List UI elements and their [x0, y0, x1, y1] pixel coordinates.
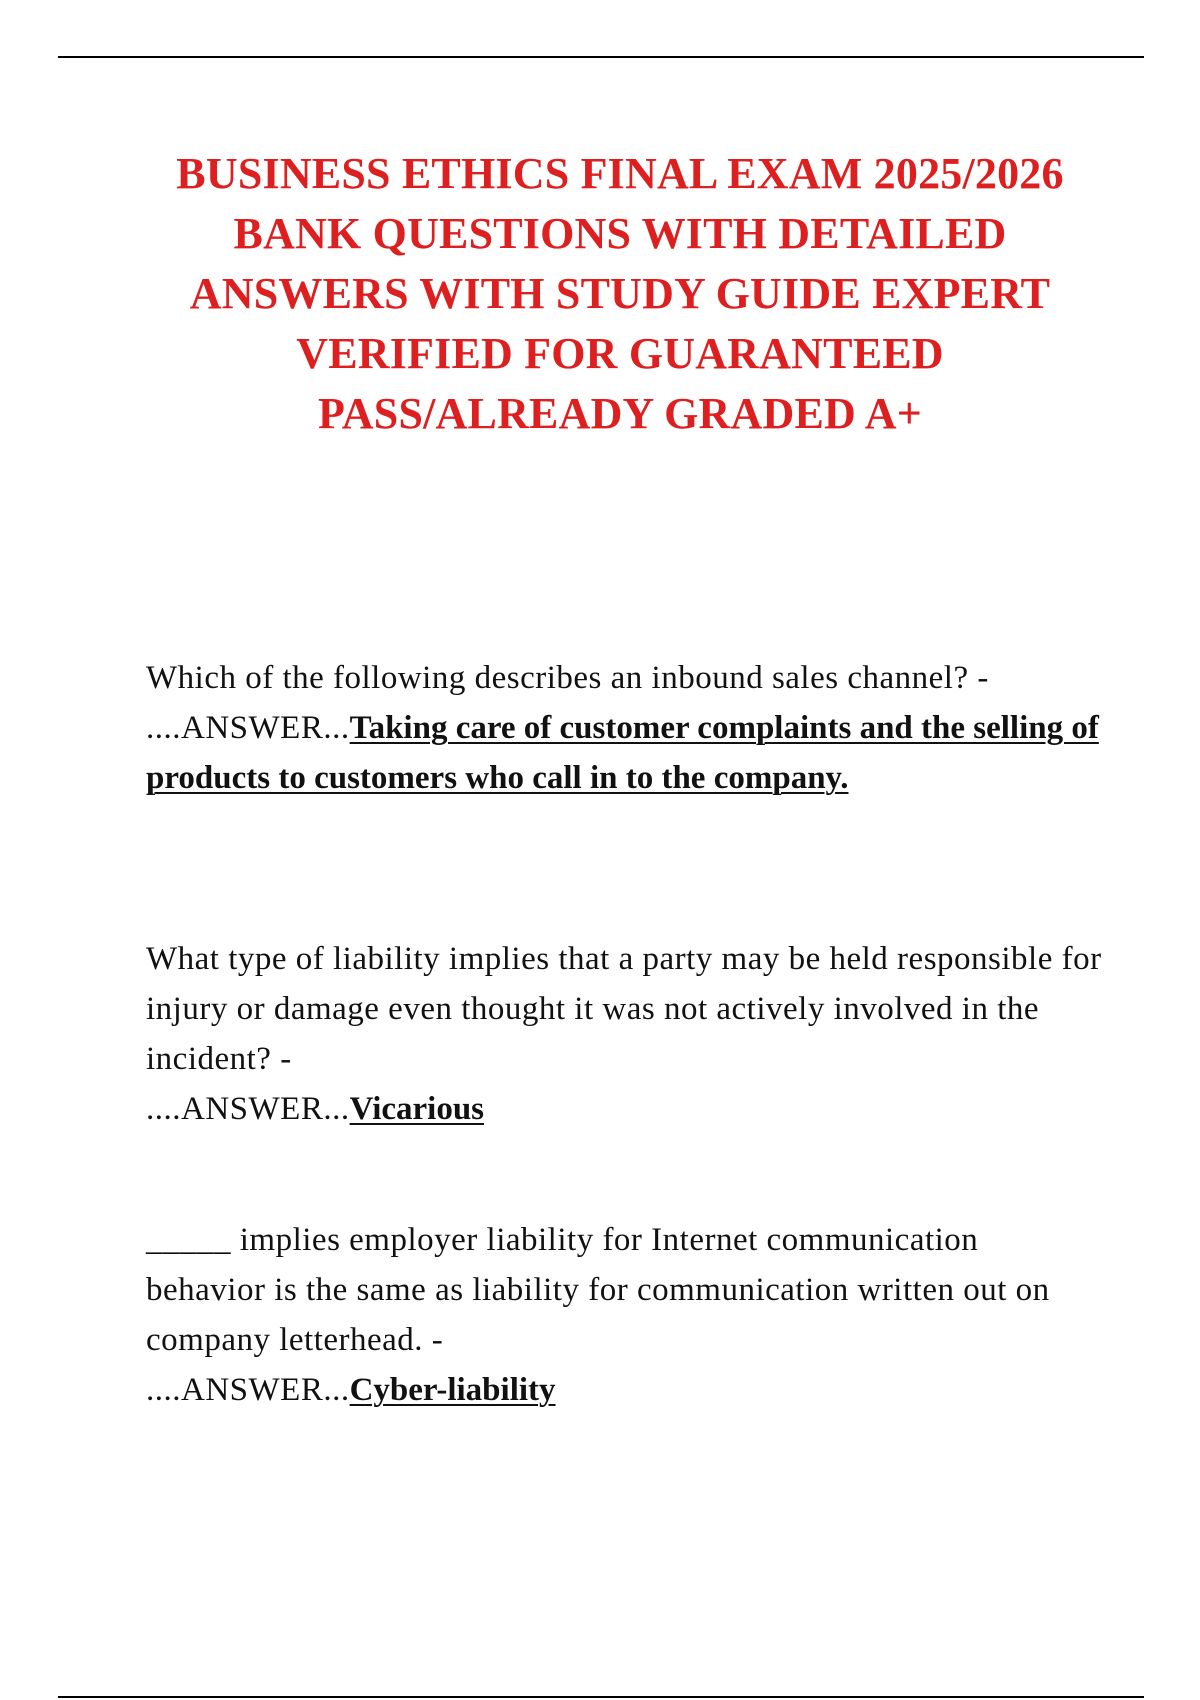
bottom-divider — [58, 1696, 1144, 1698]
question-text: Which of the following describes an inbound sales channel? - — [146, 660, 989, 696]
qa-item — [146, 934, 1106, 1134]
answer-text: Taking care of customer complaints and the selling of products to customers who call in to the company. — [146, 710, 1099, 796]
document-title: BUSINESS ETHICS FINAL EXAM 2025/2026 BANK QUESTIONS WITH DETAILED ANSWERS WITH STUDY GUIDE EXPERT VERIFIED FOR GUARANTEED PASS/ALREADY GRADED A+ — [176, 149, 1064, 438]
qa-item — [146, 653, 1106, 803]
answer-text: Cyber-liability — [349, 1372, 556, 1408]
top-divider — [58, 56, 1144, 58]
question-text: What type of liability implies that a party may be held responsible for injury or damage even thought it was not actively involved in the incident? - — [146, 941, 1102, 1077]
answer-prefix: ....ANSWER... — [146, 1372, 350, 1408]
qa-item — [146, 1215, 1106, 1415]
question-text: _____ implies employer liability for Internet communication behavior is the same as liability for communication written out on company letterhead. - — [146, 1222, 1050, 1358]
answer-prefix: ....ANSWER... — [146, 710, 350, 746]
answer-text: Vicarious — [349, 1091, 485, 1127]
answer-prefix: ....ANSWER... — [146, 1091, 350, 1127]
